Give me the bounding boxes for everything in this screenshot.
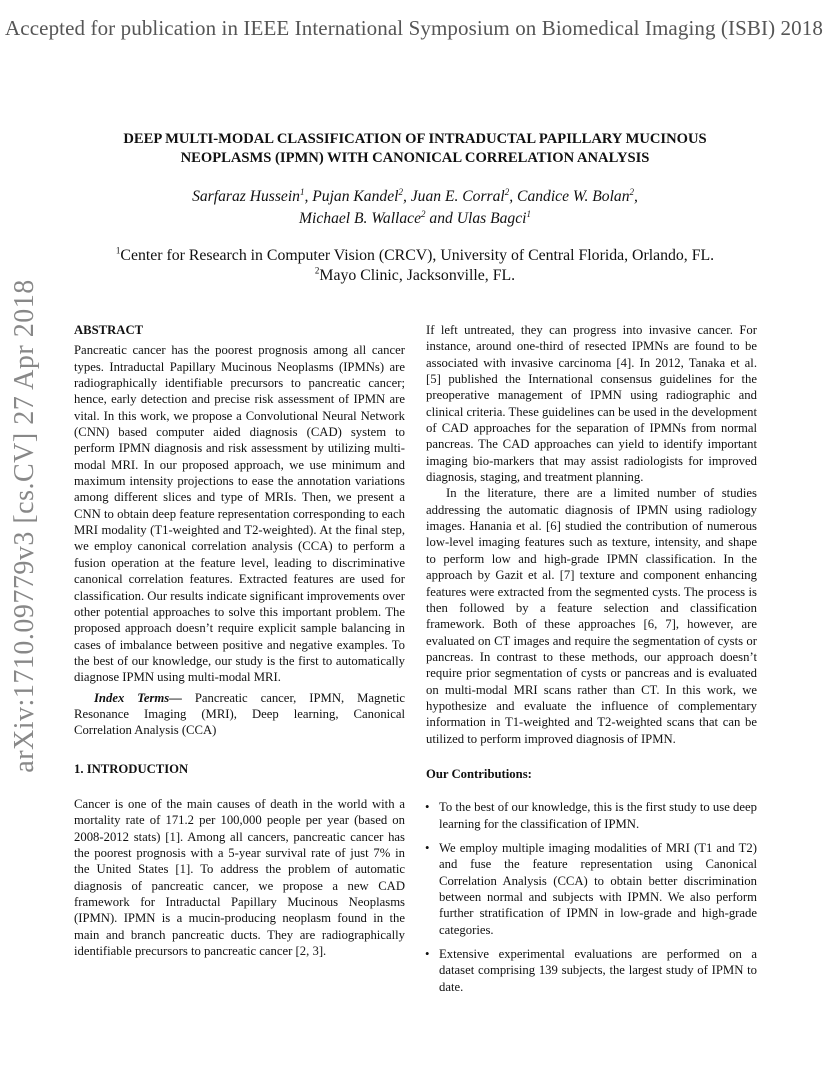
text-run: ] published the International consensus guidelines for the preoperative management of IPMN using radiographic and clinical criteria. These guidelines can be used in the development of CAD approaches for the separation of IPMNs from normal pancreas. The CAD approaches can yield to identify important imaging bio-markers that may assist radiologists for improved diagnosis, staging, and treatment planning.: [426, 372, 757, 485]
list-item: [426, 946, 757, 995]
contributions-heading: Our Contributions:: [426, 766, 532, 781]
publication-note: Accepted for publication in IEEE International Symposium on Biomedical Imaging (ISBI) 2018: [5, 16, 823, 40]
intro-heading: 1. INTRODUCTION: [74, 761, 189, 776]
affiliation-text: Center for Research in Computer Vision (CRCV), University of Central Florida, Orlando, FL.: [120, 247, 715, 264]
text-run: ]. To address the problem of automatic diagnosis of pancreatic cancer, we propose a new CAD framework for Intraductal Papillary Mucinous Neoplasms (IPMN). IPMN is a mucin-producing neoplasm found in the main and branch pancreatic ducts. They are radiographically identifiable precursors to pancreatic cancer [: [74, 862, 405, 959]
abstract-text: Pancreatic cancer has the poorest prognosis among all cancer types. Intraductal Papillary Mucinous Neoplasms (IPMNs) are radiographically identifiable precursors to pancreatic cancer; hence, early detection and precise risk assessment of IPMN are vital. In this work, we propose a Convolutional Neural Network (CNN) based computer aided diagnosis (CAD) system to perform IPMN diagnosis and risk assessment by utilizing multi-modal MRI. In our proposed approach, we use minimum and maximum intensity projections to ease the annotation variations among different slices and type of MRIs. Then, we present a CNN to obtain deep feature representation corresponding to each MRI modality (T1-weighted and T2-weighted). At the final step, we employ canonical correlation analysis (CCA) to perform a fusion operation at the feature level, leading to discriminative canonical correlation features. Extracted features are used for classification. Our results indicate significant improvements over other potential approaches to solve this important problem. The proposed approach doesn’t require explicit sample balancing in cases of imbalance between positive and negative examples. To the best of our knowledge, our study is the first to automatically diagnose IPMN using multi-modal MRI.: [74, 343, 405, 685]
text-run: In the literature, there are a limited number of studies addressing the automatic diagnosis of IPMN using radiology images. Hanania et al. [: [426, 486, 757, 534]
citation-link[interactable]: 6, 7: [647, 617, 672, 632]
list-item: [426, 840, 757, 938]
author: Candice W. Bolan: [517, 188, 630, 205]
text-run: ] studied the contribution of numerous low-level imaging features such as texture, intensity, and shape to perform low and high-grade IPMN classification. In the approach by Gazit et al. [: [426, 519, 757, 583]
index-terms: [74, 690, 405, 739]
citation-link[interactable]: 5: [430, 372, 437, 387]
text-run: ].: [318, 944, 327, 959]
author: Michael B. Wallace: [299, 210, 422, 227]
text-run: ]. In 2012, Tanaka et al. [: [426, 355, 757, 387]
text-run: ] texture and component enhancing features were extracted from the segmented cysts. The process is then followed by a feature selection and classification framework. Both of these approaches [: [426, 568, 757, 632]
citation-link[interactable]: 7: [563, 568, 571, 583]
text-run: ]. Among all cancers, pancreatic cancer has the poorest prognosis with a 5-year survival rate of just 7% in the United States [: [74, 829, 405, 877]
citation-link[interactable]: 6: [550, 519, 557, 534]
affiliation-1: [60, 246, 770, 266]
index-terms-text: Pancreatic cancer, IPMN, Magnetic Resonance Imaging (MRI), Deep learning, Canonical Correlation Analysis (CCA): [74, 690, 405, 738]
left-column: [74, 322, 405, 959]
affiliation-mark: 1: [115, 245, 121, 256]
citation-link[interactable]: 1: [169, 829, 176, 844]
author-affiliation-mark: 2: [421, 208, 426, 219]
author: Ulas Bagci: [456, 210, 527, 227]
bullet-icon: •: [425, 840, 430, 855]
contributions-list: [426, 799, 757, 995]
bullet-icon: •: [425, 800, 430, 815]
author-affiliation-mark: 2: [398, 186, 403, 197]
author-affiliation-mark: 1: [299, 186, 305, 197]
citation-link[interactable]: 1: [179, 862, 186, 877]
affiliation-2: [60, 266, 770, 286]
author: Sarfaraz Hussein: [192, 188, 300, 205]
list-item-text: Extensive experimental evaluations are performed on a dataset comprising 139 subjects, the largest study of IPMN to date.: [439, 947, 757, 994]
citation-link[interactable]: 2, 3: [299, 944, 319, 959]
author-affiliation-mark: 2: [504, 186, 510, 197]
author: Pujan Kandel: [312, 188, 399, 205]
text-run: If left untreated, they can progress into invasive cancer. For instance, around one-third of resected IPMNs are found to be associated with invasive carcinoma [: [426, 323, 757, 370]
list-item: [426, 799, 757, 832]
affiliation-mark: 2: [314, 265, 320, 276]
affiliations: [60, 246, 770, 286]
author-affiliation-mark: 2: [629, 186, 635, 197]
affiliation-text: Mayo Clinic, Jacksonville, FL.: [319, 267, 516, 284]
text-run: ], however, are evaluated on CT images and require the segmentation of cysts or pancreas. In contrast to these methods, our approach doesn’t require prior segmentation of cysts or pancreas and is evaluated on multi-modal MRI scans rather than CT. In this work, we hypothesize and evaluate the influence of complementary information in T1-weighted and T2-weighted scans that can be utilized to perform improved diagnosis of IPMN.: [426, 617, 758, 746]
title-line-1: DEEP MULTI-MODAL CLASSIFICATION OF INTRADUCTAL PAPILLARY MUCINOUS: [123, 131, 707, 147]
abstract-heading: ABSTRACT: [74, 323, 144, 337]
paper-title: [70, 130, 760, 168]
literature-paragraph: [426, 485, 757, 747]
list-item-text: To the best of our knowledge, this is the first study to use deep learning for the classification of IPMN.: [439, 800, 757, 831]
right-column: [426, 322, 757, 1003]
author-line-2: Michael B. Wallace$^2$ and Ulas Bagci$^1$: [299, 208, 531, 227]
author-affiliation-mark: 1: [526, 208, 531, 219]
list-item-text: We employ multiple imaging modalities of MRI (T1 and T2) and fuse the feature representation using Canonical Correlation Analysis (CCA) to obtain better discrimination between normal and subjects with IPMN. We also perform further stratification of IPMN in low-grade and high-grade categories.: [439, 840, 757, 937]
intro-continued-paragraph: [426, 322, 757, 485]
author-list: [60, 186, 770, 230]
intro-paragraph: [74, 796, 405, 959]
title-line-2: NEOPLASMS (IPMN) WITH CANONICAL CORRELATION ANALYSIS: [180, 150, 650, 166]
author-line-1: Sarfaraz Hussein$^1$, Pujan Kandel$^2$, Juan E. Corral$^2$, Candice W. Bolan$^2$,: [192, 186, 638, 205]
citation-link[interactable]: 4: [620, 355, 627, 370]
arxiv-identifier: [8, 279, 42, 773]
text-run: Cancer is one of the main causes of death in the world with a mortality rate of 171.2 per 100,000 people per year (based on 2008-2012 stats) [: [74, 796, 405, 844]
arxiv-label: arXiv:1710.09779v3 [cs.CV] 27 Apr 2018: [9, 279, 40, 773]
bullet-icon: •: [425, 947, 430, 962]
index-terms-label: Index Terms—: [94, 690, 182, 705]
author: Juan E. Corral: [410, 188, 505, 205]
